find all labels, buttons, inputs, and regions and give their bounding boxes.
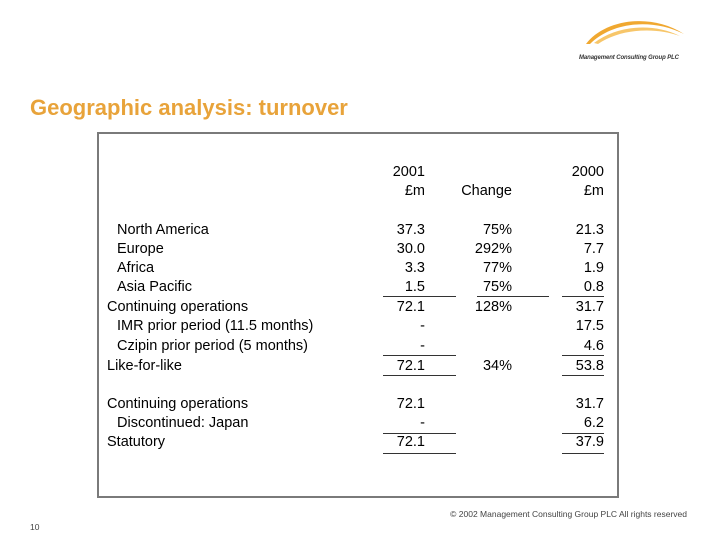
rule-2001-statutory-bottom — [383, 453, 456, 454]
cell-2000: 0.8 — [583, 279, 604, 295]
cell-2001: - — [420, 415, 425, 431]
rule-2001-likeforlike-top — [383, 355, 456, 356]
row-label: Statutory — [107, 434, 166, 450]
rule-2000-subtotal — [562, 296, 604, 297]
rule-2000-likeforlike-top — [562, 355, 604, 356]
cell-2000: 6.2 — [583, 415, 604, 431]
cell-change: 75% — [482, 222, 512, 238]
cell-2000: 1.9 — [583, 260, 604, 276]
cell-2000: 17.5 — [575, 318, 604, 334]
cell-2000: 37.9 — [575, 434, 604, 450]
row-label: Continuing operations — [107, 396, 249, 412]
copyright-notice: © 2002 Management Consulting Group PLC All rights reserved — [450, 509, 687, 519]
page-title: Geographic analysis: turnover — [30, 95, 348, 120]
cell-2001: 72.1 — [396, 299, 425, 315]
turnover-table — [107, 0, 604, 540]
cell-change: 77% — [482, 260, 512, 276]
rule-change-subtotal — [477, 296, 549, 297]
header-2000-unit: £m — [583, 183, 604, 199]
cell-2001: 1.5 — [404, 279, 425, 295]
header-change: Change — [461, 183, 512, 199]
cell-change: 292% — [474, 241, 512, 257]
row-label: Africa — [117, 260, 155, 276]
cell-2000: 31.7 — [575, 396, 604, 412]
cell-change: 34% — [482, 358, 512, 374]
cell-2001: - — [420, 318, 425, 334]
cell-2000: 31.7 — [575, 299, 604, 315]
page-number: 10 — [30, 522, 40, 532]
cell-2000: 7.7 — [583, 241, 604, 257]
cell-2001: 72.1 — [396, 358, 425, 374]
logo-text: Management Consulting Group PLC — [579, 55, 679, 61]
cell-2000: 21.3 — [575, 222, 604, 238]
cell-2000: 4.6 — [583, 338, 604, 354]
rule-2000-statutory-bottom — [562, 453, 604, 454]
row-label: Like-for-like — [107, 358, 182, 374]
row-label: Europe — [117, 241, 164, 257]
cell-2001: 72.1 — [396, 434, 425, 450]
cell-change: 75% — [482, 279, 512, 295]
rule-2001-statutory-top — [383, 433, 456, 434]
row-label: IMR prior period (11.5 months) — [117, 318, 314, 334]
row-label: North America — [117, 222, 209, 238]
cell-2000: 53.8 — [575, 358, 604, 374]
rule-2000-statutory-top — [562, 433, 604, 434]
row-label: Asia Pacific — [117, 279, 192, 295]
row-label: Continuing operations — [107, 299, 249, 315]
header-2001-year: 2001 — [392, 164, 425, 180]
cell-2001: - — [420, 338, 425, 354]
cell-2001: 30.0 — [396, 241, 425, 257]
cell-2001: 3.3 — [404, 260, 425, 276]
row-label: Discontinued: Japan — [117, 415, 249, 431]
rule-2000-likeforlike-bottom — [562, 375, 604, 376]
header-2000-year: 2000 — [571, 164, 604, 180]
header-2001-unit: £m — [404, 183, 425, 199]
rule-2001-subtotal — [383, 296, 456, 297]
cell-change: 128% — [474, 299, 512, 315]
cell-2001: 37.3 — [396, 222, 425, 238]
rule-2001-likeforlike-bottom — [383, 375, 456, 376]
row-label: Czipin prior period (5 months) — [117, 338, 308, 354]
cell-2001: 72.1 — [396, 396, 425, 412]
